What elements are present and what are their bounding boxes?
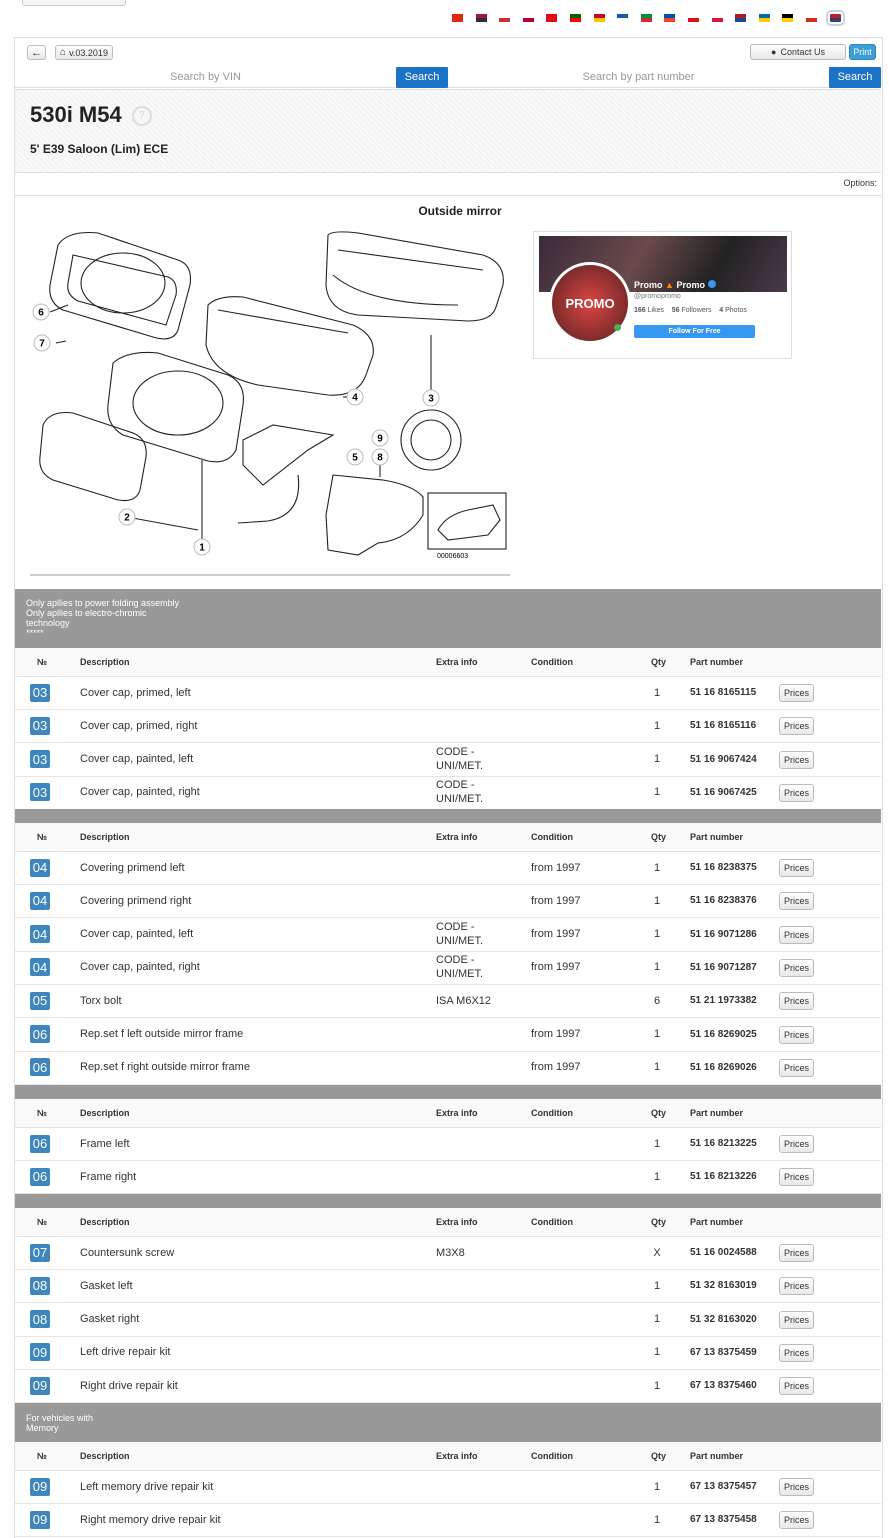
- table-row: [15, 951, 881, 985]
- qty-cell: 1: [653, 961, 661, 974]
- extra-info-cell: [436, 1503, 506, 1536]
- row-number-cell: [30, 1336, 50, 1369]
- table-row: [15, 1236, 881, 1270]
- part-search-input[interactable]: Search by part number: [448, 67, 829, 88]
- diagram-title: Outside mirror: [418, 204, 502, 218]
- qty-cell: 1: [653, 1061, 661, 1074]
- part-number-cell: 67 13 8375459: [690, 1346, 757, 1358]
- column-description: Description: [80, 1217, 130, 1227]
- extra-info-cell: [436, 1018, 506, 1051]
- qty-cell: 1: [653, 928, 661, 941]
- online-status-icon: [614, 324, 621, 331]
- spain-flag[interactable]: [594, 14, 605, 22]
- description-cell: Cover cap, painted, right: [80, 786, 200, 799]
- portugal-flag[interactable]: [570, 14, 581, 22]
- row-number-cell: [30, 1018, 50, 1051]
- mirror-frame-left-part: [50, 233, 191, 339]
- group-notes-bar: [15, 1194, 881, 1208]
- column-description: Description: [80, 657, 130, 667]
- extra-info-text: M3X8: [436, 1246, 465, 1259]
- usa-flag[interactable]: [830, 14, 841, 22]
- print-button[interactable]: [849, 44, 876, 60]
- extra-info-cell: [436, 709, 506, 742]
- column-description: Description: [80, 1451, 130, 1461]
- promo-logo-text: PROMO: [565, 295, 615, 311]
- row-number-cell: [30, 1127, 50, 1160]
- qty-cell: 1: [653, 861, 661, 874]
- home-icon: ⌂: [60, 47, 67, 58]
- part-number-cell: 51 16 8165115: [690, 687, 757, 698]
- row-number-cell: [30, 884, 50, 917]
- part-number-cell: 51 16 8269026: [690, 1061, 757, 1073]
- options-bar: [15, 171, 881, 196]
- prices-button[interactable]: Prices: [779, 717, 814, 735]
- row-number-cell: [30, 984, 50, 1017]
- prices-button[interactable]: Prices: [779, 859, 814, 877]
- row-number-cell: [30, 1303, 50, 1336]
- model-title: 530i M54: [30, 102, 122, 127]
- description-cell: Left drive repair kit: [80, 1346, 171, 1359]
- column-condition: Condition: [531, 1451, 573, 1461]
- arrow-left-icon: ←: [31, 46, 42, 59]
- part-number-cell: 67 13 8375457: [690, 1481, 757, 1492]
- extra-info-cell: [436, 884, 506, 917]
- condition-cell: from 1997: [531, 1028, 581, 1040]
- table-row: [15, 1160, 881, 1194]
- part-number-badge[interactable]: 03: [30, 684, 50, 702]
- column-qty: Qty: [651, 1451, 667, 1461]
- row-number-cell: [30, 1470, 50, 1503]
- row-number-cell: [30, 918, 50, 951]
- part-number-badge[interactable]: 03: [30, 783, 50, 801]
- part-number-badge[interactable]: 06: [30, 1135, 50, 1153]
- part-number-badge[interactable]: 03: [30, 717, 50, 735]
- extra-info-cell: [436, 1303, 506, 1336]
- version-label: v.03.2019: [69, 47, 108, 58]
- top-button[interactable]: [22, 0, 126, 6]
- group-notes: [26, 1413, 93, 1433]
- row-number-cell: [30, 1269, 50, 1302]
- italy-flag[interactable]: [641, 14, 652, 22]
- extra-info-text: CODE - UNI/MET.: [436, 954, 484, 981]
- table-row: [15, 1369, 881, 1403]
- description-cell: Countersunk screw: [80, 1246, 175, 1259]
- column-extra-info: Extra info: [436, 1108, 478, 1118]
- part-number-badge[interactable]: 08: [30, 1277, 50, 1295]
- row-number-cell: [30, 951, 50, 984]
- group-note-line: technology: [26, 618, 70, 628]
- prices-button[interactable]: Prices: [779, 684, 814, 702]
- row-number-cell: [30, 1236, 50, 1269]
- france-flag[interactable]: [664, 14, 675, 22]
- column-extra-info: Extra info: [436, 657, 478, 667]
- covering-part: [206, 297, 373, 396]
- description-cell: Covering primend right: [80, 894, 192, 907]
- part-number-cell: 51 32 8163019: [690, 1280, 757, 1292]
- part-number-cell: 51 16 9071286: [690, 928, 757, 940]
- table-row: [15, 743, 881, 777]
- qty-cell: 1: [653, 894, 661, 907]
- model-header: [15, 89, 881, 173]
- prices-button[interactable]: Prices: [779, 751, 814, 769]
- table-header: [15, 823, 881, 852]
- qty-cell: 6: [653, 994, 661, 1007]
- condition-cell: from 1997: [531, 928, 581, 941]
- china-flag[interactable]: [452, 14, 463, 22]
- callout-3-label: 3: [428, 393, 434, 405]
- description-cell: Cover cap, primed, right: [80, 719, 198, 732]
- extra-info-cell: [436, 1127, 506, 1160]
- description-cell: Covering primend left: [80, 861, 185, 874]
- table-header: [15, 1442, 881, 1471]
- table-row: [15, 1470, 881, 1504]
- qty-cell: 1: [653, 1279, 661, 1292]
- part-number-badge[interactable]: 06: [30, 1058, 50, 1076]
- description-cell: Frame right: [80, 1170, 137, 1183]
- model-subtitle: 5' E39 Saloon (Lim) ECE: [30, 142, 169, 156]
- column-no: №: [37, 1217, 48, 1227]
- extra-info-text: CODE - UNI/MET.: [436, 779, 484, 806]
- row-number-cell: [30, 1160, 50, 1193]
- drive-motor-part: [326, 475, 423, 555]
- sweden-flag[interactable]: [759, 14, 770, 22]
- netherlands-flag[interactable]: [735, 14, 746, 22]
- part-number-cell: 51 16 8269025: [690, 1028, 757, 1040]
- qty-cell: 1: [653, 1513, 661, 1526]
- group-note-line: Memory: [26, 1423, 59, 1433]
- part-number-badge[interactable]: 09: [30, 1343, 50, 1361]
- parts-diagram: [28, 225, 518, 580]
- callout-8-label: 8: [377, 452, 383, 464]
- part-number-cell: 51 16 9067425: [690, 786, 757, 798]
- part-number-cell: 51 16 8213226: [690, 1171, 757, 1183]
- part-number-cell: 67 13 8375458: [690, 1514, 757, 1526]
- description-cell: Cover cap, primed, left: [80, 686, 191, 699]
- row-number-cell: [30, 676, 50, 709]
- prices-button[interactable]: Prices: [779, 784, 814, 802]
- part-number-badge[interactable]: 06: [30, 1025, 50, 1043]
- column-qty: Qty: [651, 657, 667, 667]
- callout-5-label: 5: [352, 452, 358, 464]
- prices-button[interactable]: Prices: [779, 1168, 814, 1186]
- description-cell: Rep.set f right outside mirror frame: [80, 1061, 250, 1074]
- part-number-cell: 51 21 1973382: [690, 995, 757, 1007]
- group-notes-bar: [15, 809, 881, 823]
- part-number-badge[interactable]: 09: [30, 1511, 50, 1529]
- cover-cap-part: [326, 232, 503, 321]
- extra-info-cell: [436, 1336, 506, 1369]
- description-cell: Cover cap, painted, left: [80, 753, 194, 766]
- description-cell: Gasket right: [80, 1313, 140, 1326]
- vin-search-button[interactable]: Search: [396, 67, 448, 88]
- row-number-cell: [30, 1369, 50, 1402]
- prices-button[interactable]: Prices: [779, 1377, 814, 1395]
- qty-cell: 1: [653, 1170, 661, 1183]
- qty-cell: 1: [653, 1137, 661, 1150]
- callout-7-label: 7: [39, 338, 45, 350]
- callout-2-label: 2: [124, 512, 130, 524]
- table-row: [15, 776, 881, 810]
- part-number-badge[interactable]: 09: [30, 1478, 50, 1496]
- prices-button[interactable]: Prices: [779, 1511, 814, 1529]
- part-number-cell: 51 16 8213225: [690, 1138, 757, 1149]
- prices-button[interactable]: Prices: [779, 1059, 814, 1077]
- qty-cell: 1: [653, 1480, 661, 1493]
- mirror-glass-part: [40, 413, 146, 501]
- qty-cell: X: [653, 1246, 661, 1259]
- group-note-line: Only apllies to power folding assembly: [26, 598, 180, 608]
- row-number-cell: [30, 1051, 50, 1084]
- qty-cell: 1: [653, 1028, 661, 1040]
- column-qty: Qty: [651, 832, 667, 842]
- description-cell: Left memory drive repair kit: [80, 1480, 214, 1493]
- column-part-number: Part number: [690, 832, 744, 842]
- part-number-cell: 51 16 8238376: [690, 895, 757, 907]
- column-no: №: [37, 832, 48, 842]
- fire-icon: ▲: [665, 280, 674, 290]
- greece-flag[interactable]: [617, 14, 628, 22]
- table-row: [15, 1303, 881, 1337]
- table-header: [15, 1099, 881, 1128]
- part-number-badge[interactable]: 07: [30, 1244, 50, 1262]
- prices-button[interactable]: Prices: [779, 959, 814, 977]
- part-number-badge[interactable]: 04: [30, 892, 50, 910]
- extra-info-cell: [436, 1051, 506, 1084]
- part-number-badge[interactable]: 05: [30, 992, 50, 1010]
- column-extra-info: Extra info: [436, 1451, 478, 1461]
- table-row: [15, 884, 881, 918]
- column-part-number: Part number: [690, 1217, 744, 1227]
- callout-1-label: 1: [199, 542, 205, 554]
- table-row: [15, 709, 881, 743]
- table-row: [15, 851, 881, 885]
- part-number-cell: 51 32 8163020: [690, 1313, 757, 1325]
- column-no: №: [37, 657, 48, 667]
- column-condition: Condition: [531, 1217, 573, 1227]
- part-number-cell: 51 16 8238375: [690, 862, 757, 873]
- group-notes-bar: [15, 1403, 881, 1442]
- column-qty: Qty: [651, 1108, 667, 1118]
- group-notes-bar: [15, 1085, 881, 1099]
- page-title: [30, 102, 152, 128]
- contact-label: Contact Us: [780, 47, 825, 57]
- part-number-cell: 51 16 0024588: [690, 1247, 757, 1258]
- part-number-badge[interactable]: 09: [30, 1377, 50, 1395]
- callout-9-label: 9: [377, 433, 383, 445]
- table-row: [15, 1503, 881, 1537]
- russia-flag[interactable]: [806, 14, 817, 22]
- extra-info-cell: [436, 1236, 506, 1269]
- part-number-cell: 67 13 8375460: [690, 1380, 757, 1392]
- part-number-badge[interactable]: 08: [30, 1310, 50, 1328]
- condition-cell: from 1997: [531, 894, 581, 907]
- part-number-cell: 51 16 8165116: [690, 720, 757, 732]
- part-number-badge[interactable]: 04: [30, 859, 50, 877]
- group-note-line: Only apllies to electro-chromic: [26, 608, 147, 618]
- extra-info-cell: [436, 984, 506, 1017]
- extra-info-cell: [436, 851, 506, 884]
- extra-info-cell: [436, 1269, 506, 1302]
- korea-flag[interactable]: [499, 14, 510, 22]
- row-number-cell: [30, 851, 50, 884]
- print-label: Print: [853, 47, 872, 57]
- description-cell: Cover cap, painted, left: [80, 928, 194, 941]
- table-row: [15, 1051, 881, 1085]
- description-cell: Frame left: [80, 1137, 130, 1150]
- table-row: [15, 676, 881, 710]
- qty-cell: 1: [653, 753, 661, 766]
- column-description: Description: [80, 832, 130, 842]
- group-note-line: For vehicles with: [26, 1413, 94, 1423]
- mirror-base-part: [243, 425, 333, 485]
- qty-cell: 1: [653, 686, 661, 699]
- prices-button[interactable]: Prices: [779, 1311, 814, 1329]
- description-cell: Gasket left: [80, 1279, 133, 1292]
- prices-button[interactable]: Prices: [779, 992, 814, 1010]
- column-part-number: Part number: [690, 1108, 744, 1118]
- table-row: [15, 918, 881, 952]
- description-cell: Torx bolt: [80, 994, 122, 1007]
- condition-cell: from 1997: [531, 1061, 581, 1074]
- prices-button[interactable]: Prices: [779, 1026, 814, 1044]
- prices-button[interactable]: Prices: [779, 1478, 814, 1496]
- table-row: [15, 1269, 881, 1303]
- qty-cell: 1: [653, 719, 661, 732]
- car-thumbnail: [428, 493, 506, 549]
- part-number-badge[interactable]: 06: [30, 1168, 50, 1186]
- verified-icon: [708, 280, 716, 288]
- description-cell: Right memory drive repair kit: [80, 1513, 221, 1526]
- part-search: [448, 67, 881, 88]
- group-notes-bar: [15, 589, 881, 648]
- qty-cell: 1: [653, 786, 661, 799]
- table-row: [15, 1127, 881, 1161]
- description-cell: Right drive repair kit: [80, 1379, 178, 1392]
- column-condition: Condition: [531, 832, 573, 842]
- follow-button[interactable]: Follow For Free: [634, 325, 755, 338]
- japan-flag[interactable]: [523, 14, 534, 22]
- promo-handle: @promopromo: [634, 293, 681, 300]
- info-icon[interactable]: ?: [132, 106, 152, 126]
- column-extra-info: Extra info: [436, 832, 478, 842]
- group-notes: [26, 598, 179, 638]
- qty-cell: 1: [653, 1346, 661, 1359]
- prices-button[interactable]: Prices: [779, 1344, 814, 1362]
- extra-info-text: ISA M6X12: [436, 994, 492, 1007]
- table-row: [15, 984, 881, 1018]
- row-number-cell: [30, 743, 50, 776]
- poland-flag[interactable]: [712, 14, 723, 22]
- column-description: Description: [80, 1108, 130, 1118]
- options-label[interactable]: Options:: [843, 178, 877, 188]
- column-condition: Condition: [531, 1108, 573, 1118]
- extra-info-text: CODE - UNI/MET.: [436, 921, 484, 948]
- callout-6-label: 6: [38, 307, 44, 319]
- column-no: №: [37, 1451, 48, 1461]
- thailand-flag[interactable]: [476, 14, 487, 22]
- diagram-code: 00006603: [437, 553, 469, 560]
- promo-avatar: [549, 262, 631, 344]
- part-number-badge[interactable]: 04: [30, 958, 50, 976]
- extra-info-cell: [436, 676, 506, 709]
- turkey-flag[interactable]: [546, 14, 557, 22]
- row-number-cell: [30, 776, 50, 809]
- part-number-cell: 51 16 9067424: [690, 753, 757, 765]
- vin-search-input[interactable]: Search by VIN: [15, 67, 396, 88]
- column-condition: Condition: [531, 657, 573, 667]
- table-header: [15, 648, 881, 677]
- extra-info-cell: [436, 743, 506, 776]
- row-number-cell: [30, 709, 50, 742]
- group-note-line: *****: [26, 628, 44, 638]
- condition-cell: from 1997: [531, 961, 581, 974]
- column-extra-info: Extra info: [436, 1217, 478, 1227]
- extra-info-text: CODE - UNI/MET.: [436, 746, 484, 773]
- description-cell: Rep.set f left outside mirror frame: [80, 1028, 244, 1040]
- czech-flag[interactable]: [688, 14, 699, 22]
- prices-button[interactable]: Prices: [779, 1277, 814, 1295]
- extra-info-cell: [436, 1369, 506, 1402]
- extra-info-cell: [436, 1470, 506, 1503]
- promo-widget: [533, 231, 792, 359]
- prices-button[interactable]: Prices: [779, 1244, 814, 1262]
- user-icon: ●: [771, 47, 777, 57]
- extra-info-cell: [436, 1160, 506, 1193]
- promo-name: Promo ▲ Promo: [634, 280, 716, 290]
- gasket-part: [401, 410, 461, 470]
- promo-stats: 166 Likes 56 Followers 4 Photos: [634, 307, 747, 314]
- part-number-badge[interactable]: 03: [30, 750, 50, 768]
- part-search-button[interactable]: Search: [829, 67, 881, 88]
- table-header: [15, 1208, 881, 1237]
- column-part-number: Part number: [690, 657, 744, 667]
- extra-info-cell: [436, 918, 506, 951]
- version-button[interactable]: [55, 45, 113, 60]
- back-button[interactable]: [27, 45, 46, 60]
- table-row: [15, 1018, 881, 1052]
- vin-search: [15, 67, 448, 88]
- prices-button[interactable]: Prices: [779, 892, 814, 910]
- column-qty: Qty: [651, 1217, 667, 1227]
- extra-info-cell: [436, 776, 506, 809]
- callout-4-label: 4: [352, 392, 358, 404]
- column-part-number: Part number: [690, 1451, 744, 1461]
- contact-us-button[interactable]: [750, 44, 846, 60]
- condition-cell: from 1997: [531, 861, 581, 874]
- prices-button[interactable]: Prices: [779, 1135, 814, 1153]
- qty-cell: 1: [653, 1313, 661, 1326]
- prices-button[interactable]: Prices: [779, 926, 814, 944]
- table-row: [15, 1336, 881, 1370]
- row-number-cell: [30, 1503, 50, 1536]
- description-cell: Cover cap, painted, right: [80, 961, 200, 974]
- extra-info-cell: [436, 951, 506, 984]
- qty-cell: 1: [653, 1379, 661, 1392]
- germany-flag[interactable]: [782, 14, 793, 22]
- part-number-badge[interactable]: 04: [30, 925, 50, 943]
- part-number-cell: 51 16 9071287: [690, 961, 757, 973]
- column-no: №: [37, 1108, 48, 1118]
